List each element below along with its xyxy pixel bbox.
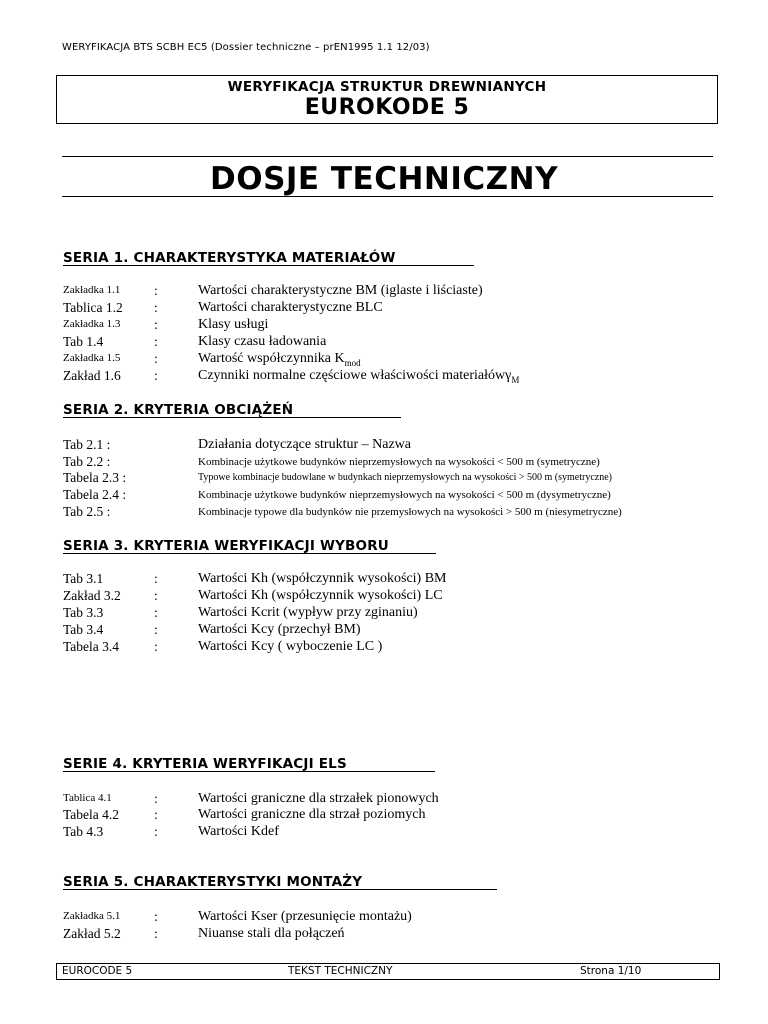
row-description: Klasy usługi xyxy=(198,317,269,332)
row-colon: : xyxy=(154,300,158,315)
row-description: Kombinacje użytkowe budynków nieprzemysłowych na wysokości < 500 m (dysymetryczne) xyxy=(198,489,611,501)
row-description: Wartości Kh (współczynnik wysokości) BM xyxy=(198,571,447,586)
row-colon: : xyxy=(154,571,158,586)
row-description: Wartości graniczne dla strzałek pionowych xyxy=(198,791,439,806)
row-description: Typowe kombinacje budowlane w budynkach nieprzemysłowych na wysokości > 500 m (symetryczne) xyxy=(198,472,612,483)
section-heading: SERIA 5. CHARAKTERYSTYKI MONTAŻY xyxy=(63,874,363,890)
page-number: Strona 1/10 xyxy=(580,965,642,977)
document-title: DOSJE TECHNICZNY xyxy=(209,161,559,197)
section-underline xyxy=(63,889,497,890)
row-colon: : xyxy=(154,351,158,366)
row-code: Tabela 2.4 : xyxy=(63,487,127,502)
row-description: Wartości Kdef xyxy=(198,824,279,839)
section-underline xyxy=(63,771,435,772)
row-colon: : xyxy=(154,605,158,620)
row-description: Działania dotyczące struktur – Nazwa xyxy=(198,437,412,452)
document-header-line: WERYFIKACJA BTS SCBH EC5 (Dossier techniczne – prEN1995 1.1 12/03) xyxy=(62,42,430,53)
row-description xyxy=(198,351,361,368)
row-colon: : xyxy=(154,317,158,332)
row-code: Tab 2.2 : xyxy=(63,454,111,469)
row-colon: : xyxy=(154,368,158,383)
footer-center: TEKST TECHNICZNY xyxy=(288,965,393,977)
row-description: Niuanse stali dla połączeń xyxy=(198,926,345,941)
row-code: Zakładka 1.5 xyxy=(63,352,121,364)
row-description: Wartości Kh (współczynnik wysokości) LC xyxy=(198,588,443,603)
row-code: Tab 3.4 xyxy=(63,622,104,637)
row-code: Zakład 5.2 xyxy=(63,926,121,941)
section-heading: SERIE 4. KRYTERIA WERYFIKACJI ELS xyxy=(63,756,347,772)
row-description: Wartości charakterystyczne BLC xyxy=(198,300,383,315)
row-code: Zakład 3.2 xyxy=(63,588,121,603)
title-box xyxy=(56,75,718,124)
row-description-subscript: M xyxy=(511,374,520,385)
row-code: Tabela 3.4 xyxy=(63,639,120,654)
row-code: Tablica 4.1 xyxy=(63,792,112,804)
row-code: Tab 2.1 : xyxy=(63,437,111,452)
row-code: Tab 3.1 xyxy=(63,571,104,586)
row-colon: : xyxy=(154,334,158,349)
row-description-text: Czynniki normalne częściowe właściwości materiałówγ xyxy=(198,368,512,383)
page-footer xyxy=(56,963,720,980)
title-box-subtitle: WERYFIKACJA STRUKTUR DREWNIANYCH xyxy=(227,79,547,95)
row-code: Tabela 4.2 xyxy=(63,807,120,822)
row-code: Tab 1.4 xyxy=(63,334,104,349)
row-colon: : xyxy=(154,791,158,806)
title-rule-top xyxy=(62,156,713,157)
row-description: Kombinacje użytkowe budynków nieprzemysłowych na wysokości < 500 m (symetryczne) xyxy=(198,456,600,468)
title-box-title: EUROKODE 5 xyxy=(304,95,470,120)
row-description: Wartości charakterystyczne BM (iglaste i liściaste) xyxy=(198,283,483,298)
row-description: Wartości graniczne dla strzał poziomych xyxy=(198,807,426,822)
row-description: Wartości Kcy (przechył BM) xyxy=(198,622,361,637)
section-heading: SERIA 1. CHARAKTERYSTYKA MATERIAŁÓW xyxy=(63,250,396,266)
section-underline xyxy=(63,265,474,266)
row-code: Zakładka 5.1 xyxy=(63,910,121,922)
row-colon: : xyxy=(154,909,158,924)
section-underline xyxy=(63,553,436,554)
row-colon: : xyxy=(154,926,158,941)
row-code: Tab 2.5 : xyxy=(63,504,111,519)
section-heading: SERIA 3. KRYTERIA WERYFIKACJI WYBORU xyxy=(63,538,389,554)
title-rule-bottom xyxy=(62,196,713,197)
section-heading: SERIA 2. KRYTERIA OBCIĄŻEŃ xyxy=(63,402,294,418)
row-colon: : xyxy=(154,824,158,839)
row-code: Zakładka 1.1 xyxy=(63,284,121,296)
row-code: Zakładka 1.3 xyxy=(63,318,121,330)
footer-left: EUROCODE 5 xyxy=(62,965,133,977)
row-code: Tab 4.3 xyxy=(63,824,104,839)
row-description: Wartości Kser (przesunięcie montażu) xyxy=(198,909,412,924)
section-underline xyxy=(63,417,401,418)
row-colon: : xyxy=(154,283,158,298)
row-colon: : xyxy=(154,622,158,637)
row-code: Tablica 1.2 xyxy=(63,300,123,315)
row-colon: : xyxy=(154,639,158,654)
row-description xyxy=(198,368,519,385)
row-code: Zakład 1.6 xyxy=(63,368,121,383)
row-description: Wartości Kcy ( wyboczenie LC ) xyxy=(198,639,383,654)
row-description: Kombinacje typowe dla budynków nie przemysłowych na wysokości > 500 m (niesymetryczne) xyxy=(198,506,622,518)
row-code: Tabela 2.3 : xyxy=(63,470,127,485)
row-description-subscript: mod xyxy=(344,357,361,368)
row-colon: : xyxy=(154,588,158,603)
row-colon: : xyxy=(154,807,158,822)
row-description: Wartości Kcrit (wypływ przy zginaniu) xyxy=(198,605,418,620)
row-description: Klasy czasu ładowania xyxy=(198,334,327,349)
row-description-text: Wartość współczynnika K xyxy=(198,351,345,366)
row-code: Tab 3.3 xyxy=(63,605,104,620)
